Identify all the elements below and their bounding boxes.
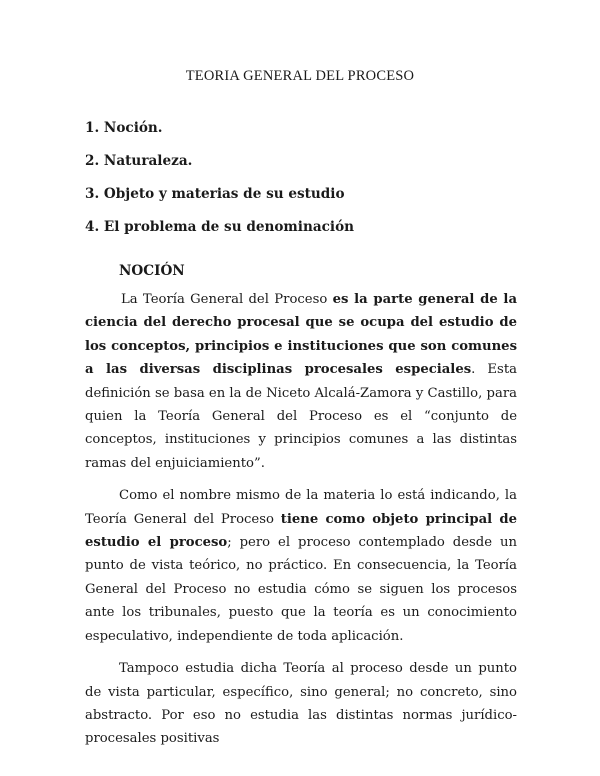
document-title: TEORIA GENERAL DEL PROCESO xyxy=(185,68,415,84)
table-of-contents xyxy=(85,118,354,250)
paragraph xyxy=(85,484,517,648)
paragraph-run-bold: tiene como objeto principal de estudio el proceso xyxy=(85,511,517,551)
paragraph-run: ; pero el proceso contemplado desde un punto de vista teórico, no práctico. En consecuencia, la Teoría General del Proceso no estudia cómo se siguen los procesos ante los tribunales, puesto que la teoría es un conocimiento especulativo, independiente de toda aplicación. xyxy=(85,535,517,644)
paragraph-run: Tampoco estudia dicha Teoría al proceso desde un punto de vista particular, específico, sino general; no concreto, sino abstracto. Por eso no estudia las distintas normas jurídico-procesales positivas xyxy=(85,661,517,747)
paragraph-run-bold: es la parte general de la ciencia del derecho procesal que se ocupa del estudio de los conceptos, principios e instituciones que son comunes a las diversas disciplinas procesales especiales xyxy=(85,292,517,378)
paragraph xyxy=(85,288,517,475)
toc-item: 3. Objeto y materias de su estudio xyxy=(85,186,345,202)
toc-item: 1. Noción. xyxy=(85,120,163,136)
toc-item: 2. Naturaleza. xyxy=(85,153,193,169)
paragraph xyxy=(85,657,517,751)
section-heading: NOCIÓN xyxy=(119,263,185,279)
toc-item: 4. El problema de su denominación xyxy=(85,219,355,235)
paragraph-run: . Esta definición se basa en la de Niceto Alcalá-Zamora y Castillo, para quien la Teoría General del Proceso es el “conjunto de conceptos, instituciones y principios comunes a las distintas ramas del enjuiciamiento”. xyxy=(85,362,517,471)
paragraph-run: Como el nombre mismo de la materia lo está indicando, la Teoría General del Proceso xyxy=(85,488,517,527)
body-text xyxy=(85,288,517,760)
paragraph-run: La Teoría General del Proceso xyxy=(121,292,333,307)
